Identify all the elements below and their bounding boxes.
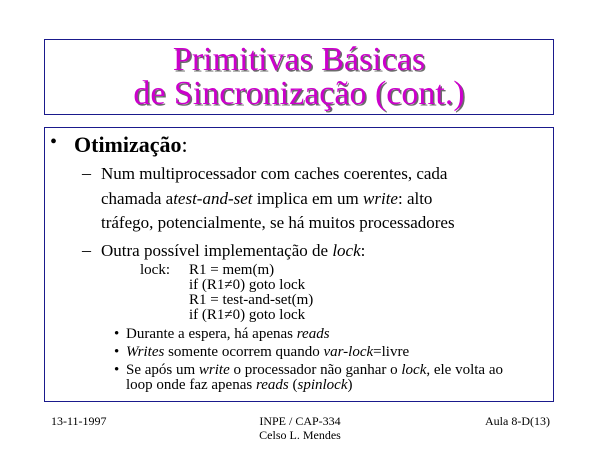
sub2-colon: : (360, 241, 366, 260)
small-bullet-icon: • (114, 344, 120, 360)
sub1-test-and-set: test-and-set (173, 189, 253, 208)
note-2-livre: =livre (373, 344, 410, 360)
note-3-text-a: Se após um (126, 362, 199, 378)
bullet-icon: • (50, 131, 58, 153)
heading-otimizacao: Otimização (74, 132, 182, 157)
sub1-line-1: Num multiprocessador com caches coerentes, cada (101, 164, 448, 183)
note-3-text-f: loop onde faz apenas (126, 377, 256, 393)
bullet-heading (74, 132, 188, 158)
footer-date: 13-11-1997 (51, 414, 107, 428)
small-bullet-icon: • (114, 326, 120, 342)
sub1-line-2 (101, 189, 432, 209)
note-1-reads: reads (296, 326, 330, 342)
dash-icon: – (82, 240, 91, 260)
note-3-text-j: ) (347, 377, 353, 393)
code-line-3: R1 = test-and-set(m) (189, 292, 314, 308)
note-3-reads: reads (255, 377, 289, 393)
sub1-text-c: implica em um (252, 189, 364, 208)
sub2-text: Outra possível implementação de (101, 241, 333, 260)
title-frame (44, 39, 554, 115)
sub1-text-e: : alto (397, 189, 433, 208)
footer-course: INPE / CAP-334 (259, 414, 341, 428)
code-line-1: R1 = mem(m) (189, 262, 275, 278)
note-3-text-e: , ele volta ao (426, 362, 503, 378)
title-line-2: de Sincronização (cont.) (133, 75, 465, 112)
code-label: lock: (140, 262, 170, 278)
small-bullet-icon: • (114, 362, 120, 378)
note-3-line-2 (126, 378, 352, 393)
note-3-text-h: ( (288, 377, 298, 393)
note-2-writes: Writes (126, 344, 165, 360)
sub1-text-a: chamada a (101, 189, 174, 208)
code-line-4: if (R1≠0) goto lock (189, 307, 306, 323)
sub1-write: write (363, 189, 398, 208)
note-2-var-lock: var-lock (323, 344, 374, 360)
footer-page: Aula 8-D(13) (485, 414, 550, 428)
note-1 (126, 327, 330, 342)
heading-colon: : (181, 132, 188, 157)
dash-icon: – (82, 163, 91, 183)
note-3-line-1 (126, 363, 503, 378)
title-line-1: Primitivas Básicas (172, 41, 426, 78)
code-line-2: if (R1≠0) goto lock (189, 277, 306, 293)
note-2-text: somente ocorrem quando (164, 344, 324, 360)
footer-author: Celso L. Mendes (259, 428, 341, 442)
sub2-line (101, 241, 365, 261)
sub2-lock: lock (332, 241, 361, 260)
note-3-write: write (198, 362, 230, 378)
sub1-line-3: tráfego, potencialmente, se há muitos processadores (101, 213, 455, 232)
note-2 (126, 345, 409, 360)
note-3-text-c: o processador não ganhar o (229, 362, 402, 378)
note-3-lock: lock (401, 362, 427, 378)
note-3-spinlock: spinlock (297, 377, 348, 393)
note-1-text: Durante a espera, há apenas (126, 326, 297, 342)
